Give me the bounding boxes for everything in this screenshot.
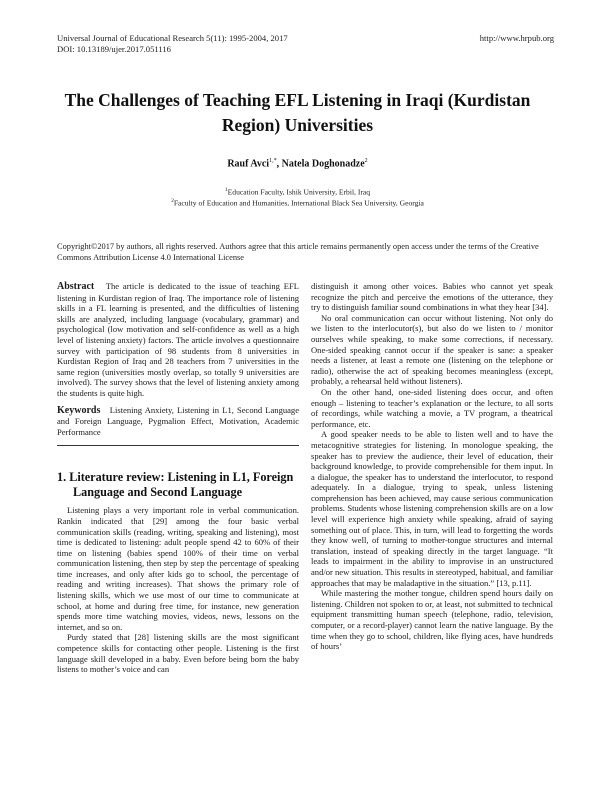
abstract-text: The article is dedicated to the issue of teaching EFL listening in Kurdistan region of Iraq. The importance role of listening skills in a FL learning is presented, and the difficulties of listening skills are analyzed, including language (vocabulary, grammar) and psychological (low motivation and self-confidence as well as a high level of listening anxiety) factors. The article involves a questionnaire survey with participation of 98 students from 8 universities in Kurdistan Region of Iraq and 28 teachers from 7 universities in the same region (universities mostly overlap, so totally 9 universities are involved). The survey shows that the level of listening anxiety among the students is quite high. — [57, 281, 299, 398]
doi-text: DOI: 10.13189/ujer.2017.051116 — [57, 44, 171, 54]
keywords-label: Keywords — [57, 404, 101, 416]
author-affiliation-mark: 2 — [364, 158, 368, 164]
abstract — [57, 281, 299, 399]
divider — [57, 445, 299, 446]
copyright-notice: Copyright©2017 by authors, all rights reserved. Authors agree that this article remains permanently open access under the terms of the Creative Commons Attribution License 4.0 International License — [57, 242, 539, 262]
journal-citation: Universal Journal of Educational Research 5(11): 1995-2004, 2017 — [57, 33, 288, 43]
abstract-label: Abstract — [57, 281, 95, 292]
body-paragraph: distinguish it among other voices. Babies who cannot yet speak recognize the pitch and perceive the emotions of the utterance, they try to distinguish familiar sound combinations in what they hear [34]. — [311, 281, 553, 313]
body-paragraph: Listening plays a very important role in verbal communication. Rankin indicated that [29] among the four basic verbal communication skills (reading, writing, speaking and listening), most time is dedicated to listening: adult people spend 42 to 60% of their time on listening (babies spend 100% of their time on verbal communication listening, then step by step the percentage of speaking time increases, and only after kids go to school, the percentage of reading and writing increases). That shows the primary role of listening skills, which we use most of our time to communicate at school, at home and during free time, for instance, new generation spends more time watching movies, videos, news, lessons on the internet, and so on. — [57, 505, 299, 632]
body-paragraph: On the other hand, one-sided listening does occur, and often enough – listening to teacher’s explanation or the lecture, to all sorts of recordings, while watching a movie, a TV program, a theatrical performance, etc. — [311, 386, 553, 429]
right-column — [311, 281, 553, 652]
body-paragraph: No oral communication can occur without listening. Not only do we listen to the interlocutor(s), but also do we listen to / monitor ourselves while speaking, to make some corrections, if necessary. One-sided speaking cannot occur if the speaker is sane: a speaker needs a listener, at least a remote one (listening on the telephone or radio), otherwise the act of speaking becomes meaningless (except, probably, a rehearsal held without listeners). — [311, 312, 553, 387]
publisher-url[interactable]: http://www.hrpub.org — [479, 33, 554, 43]
affiliation-mark: 2 — [171, 198, 174, 204]
affiliation-text: Faculty of Education and Humanities, International Black Sea University, Georgia — [173, 198, 424, 208]
left-column — [57, 281, 299, 675]
affiliation — [0, 196, 595, 209]
running-header — [57, 33, 554, 55]
keywords-text: Listening Anxiety, Listening in L1, Second Language and Foreign Language, Pygmalion Effect, Motivation, Academic Performance — [57, 404, 299, 437]
article-title: The Challenges of Teaching EFL Listening in Iraqi (Kurdistan Region) Universities — [64, 90, 531, 135]
body-paragraph: A good speaker needs to be able to listen well and to have the metacognitive strategies for listening. In monologue speaking, the speaker has to preview the audience, their level of education, their background knowledge, to provide comprehensible for them input. In a dialogue, the speaker has to understand the interlocutor, to respond adequately. In a dialogue, trying to speak, unless listening comprehension has been achieved, may cause serious communication problems. Students whose listening comprehension skills are on a low level will experience high anxiety while speaking, afraid of saying something out of place. This, in turn, will lead to forgetting the words they know well, of turning to mother-tongue structures and internal translation, instead of speaking directly in the target language. “It leads to impairment in the ability to improvise in an unstructured and/or new situation. This results in stereotyped, habitual, and familiar approaches that may be maladaptive in the situation.” [13, p.11]. — [311, 429, 553, 588]
keywords — [57, 405, 299, 438]
body-paragraph: Purdy stated that [28] listening skills are the most significant competence skills for contacting other people. Listening is the first language skill developed in a baby. Even before being born the baby listens to mother’s voice and can — [57, 632, 299, 675]
author-name: Natela Doghonadze — [281, 158, 365, 170]
section-heading: 1. Literature review: Listening in L1, Foreign Language and Second Language — [57, 470, 294, 499]
affiliation-text: Education Faculty, Ishik University, Erbil, Iraq — [227, 187, 371, 197]
author-line — [0, 158, 595, 169]
affiliation-mark: 1 — [224, 187, 228, 193]
author-affiliation-mark: 1,* — [269, 158, 277, 164]
author-separator: , — [276, 158, 282, 170]
body-paragraph: While mastering the mother tongue, children spend hours daily on listening. Children not spoken to or, at least, not submitted to technical equipment transmitting human speech (telephone, radio, television, computer, or a record-player) cannot learn the native language. By the time when they go to school, children, like flying aces, have hundreds of hours’ — [311, 588, 553, 652]
author-name: Rauf Avci — [227, 158, 270, 170]
